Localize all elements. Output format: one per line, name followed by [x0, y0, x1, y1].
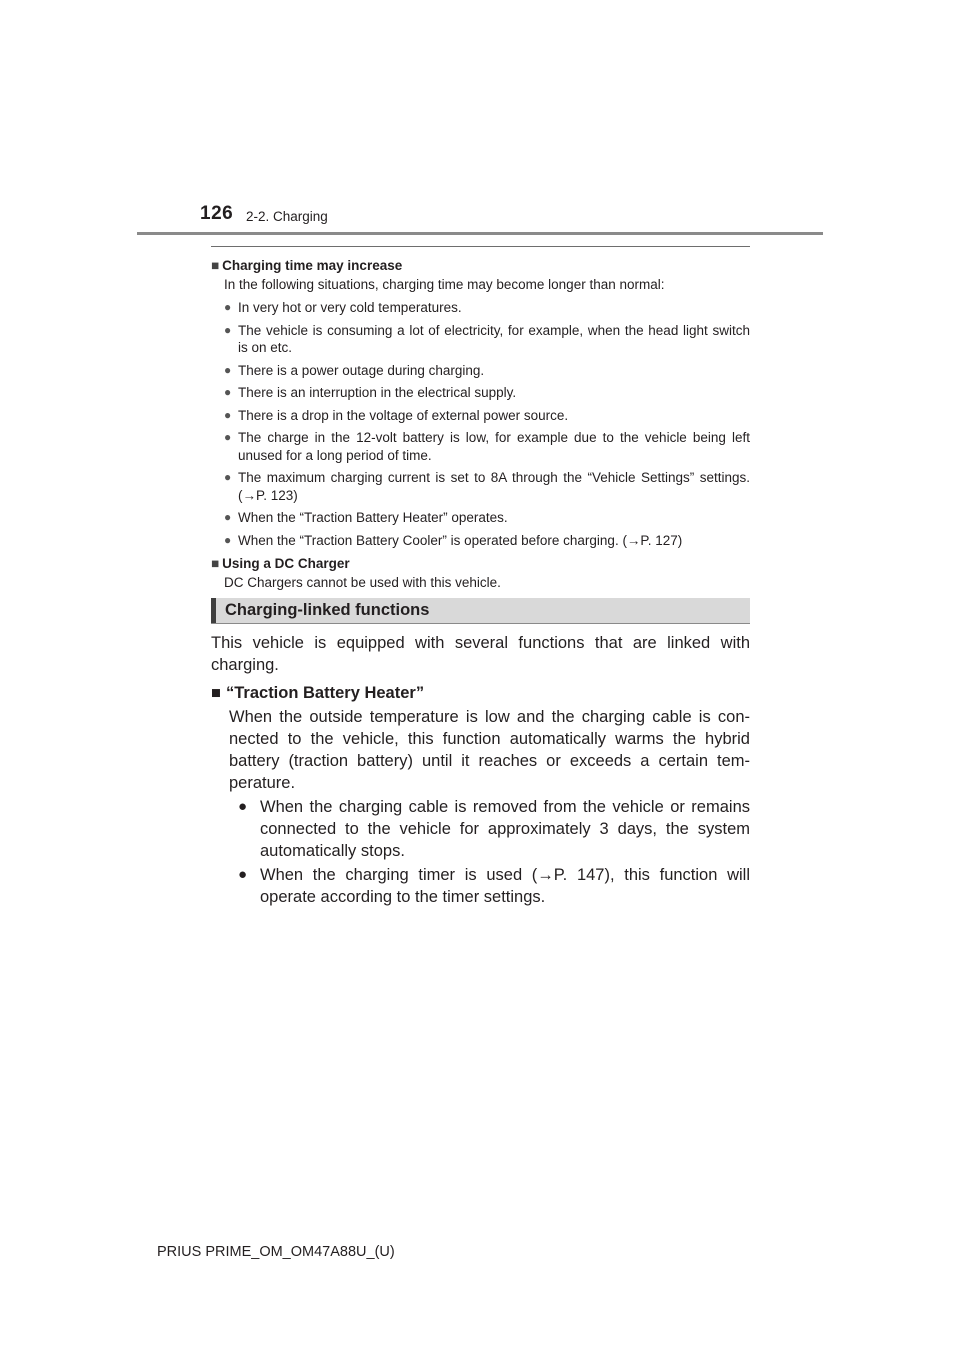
list-item	[211, 407, 750, 425]
square-bullet-icon: ■	[211, 556, 220, 571]
list-item	[211, 362, 750, 380]
list-item	[211, 532, 750, 550]
square-bullet-icon: ■	[211, 258, 220, 273]
footer-doc-id: PRIUS PRIME_OM_OM47A88U_(U)	[157, 1244, 395, 1260]
bullet-dot-icon: ●	[224, 385, 232, 399]
section-title: Charging-linked functions	[225, 601, 430, 619]
list-item-text: When the charging cable is removed from the vehicle or remains connected to the vehicle for approximately 3 days, the system automatically stops.	[260, 798, 750, 860]
list-item-text: The maximum charging current is set to 8A through the “Vehicle Settings” settings. (→P. 123)	[238, 470, 750, 503]
bullet-dot-icon: ●	[224, 532, 232, 547]
list-item-text: When the “Traction Battery Cooler” is operated before charging. (→P. 127)	[238, 532, 683, 548]
subheading-traction-battery-heater	[211, 682, 750, 704]
list-item-text: The vehicle is consuming a lot of electricity, for example, when the head light switch is on etc.	[238, 322, 750, 355]
note-heading-charging-time	[211, 256, 750, 276]
section-title-bar	[211, 598, 750, 624]
section-accent	[211, 598, 216, 623]
bullet-dot-icon: ●	[238, 798, 248, 815]
note-text: In the following situations, charging time may become longer than normal:	[224, 277, 665, 292]
page-content	[211, 246, 750, 910]
bullet-dot-icon: ●	[224, 362, 232, 377]
section-intro: This vehicle is equipped with several functions that are linked with charging.	[211, 634, 750, 674]
page-number: 126	[200, 203, 234, 224]
list-item-text: There is a drop in the voltage of external power source.	[238, 407, 569, 423]
header-rule	[137, 232, 823, 235]
bullet-dot-icon: ●	[238, 866, 248, 883]
list-item	[211, 384, 750, 402]
list-item	[211, 322, 750, 357]
square-bullet-icon: ■	[211, 684, 221, 702]
note-text: DC Chargers cannot be used with this vehicle.	[224, 575, 501, 590]
list-item	[211, 864, 750, 908]
bullet-dot-icon: ●	[224, 407, 232, 422]
bullet-dot-icon: ●	[224, 430, 232, 444]
list-item-text: When the “Traction Battery Heater” operates.	[238, 510, 508, 525]
bullet-dot-icon: ●	[224, 322, 232, 337]
list-item-text: There is a power outage during charging.	[238, 362, 485, 378]
top-divider	[211, 246, 750, 247]
bullet-dot-icon: ●	[224, 470, 232, 484]
note-heading-text: Charging time may increase	[222, 258, 403, 273]
list-item	[211, 299, 750, 317]
subheading-text: “Traction Battery Heater”	[226, 684, 425, 702]
list-item	[211, 469, 750, 504]
list-item	[211, 509, 750, 527]
note-heading-text: Using a DC Charger	[222, 556, 350, 571]
note-heading-dc-charger	[211, 554, 750, 574]
bullet-dot-icon: ●	[224, 300, 232, 314]
bullet-dot-icon: ●	[224, 510, 232, 524]
subheading-description: When the outside temperature is low and the charging cable is con-nected to the vehicle, this function automatically warms the hybrid battery (traction battery) until it reaches or exceeds a certain tem-perature.	[229, 708, 750, 792]
list-item-text: The charge in the 12-volt battery is low, for example due to the vehicle being left unused for a long period of time.	[238, 430, 750, 463]
list-item-text: In very hot or very cold temperatures.	[238, 300, 462, 315]
list-item	[211, 796, 750, 862]
section-label: 2-2. Charging	[246, 209, 328, 224]
list-item-text: There is an interruption in the electrical supply.	[238, 385, 517, 400]
list-item-text: When the charging timer is used (→P. 147), this function will operate according to the timer settings.	[260, 866, 750, 906]
list-item	[211, 429, 750, 464]
